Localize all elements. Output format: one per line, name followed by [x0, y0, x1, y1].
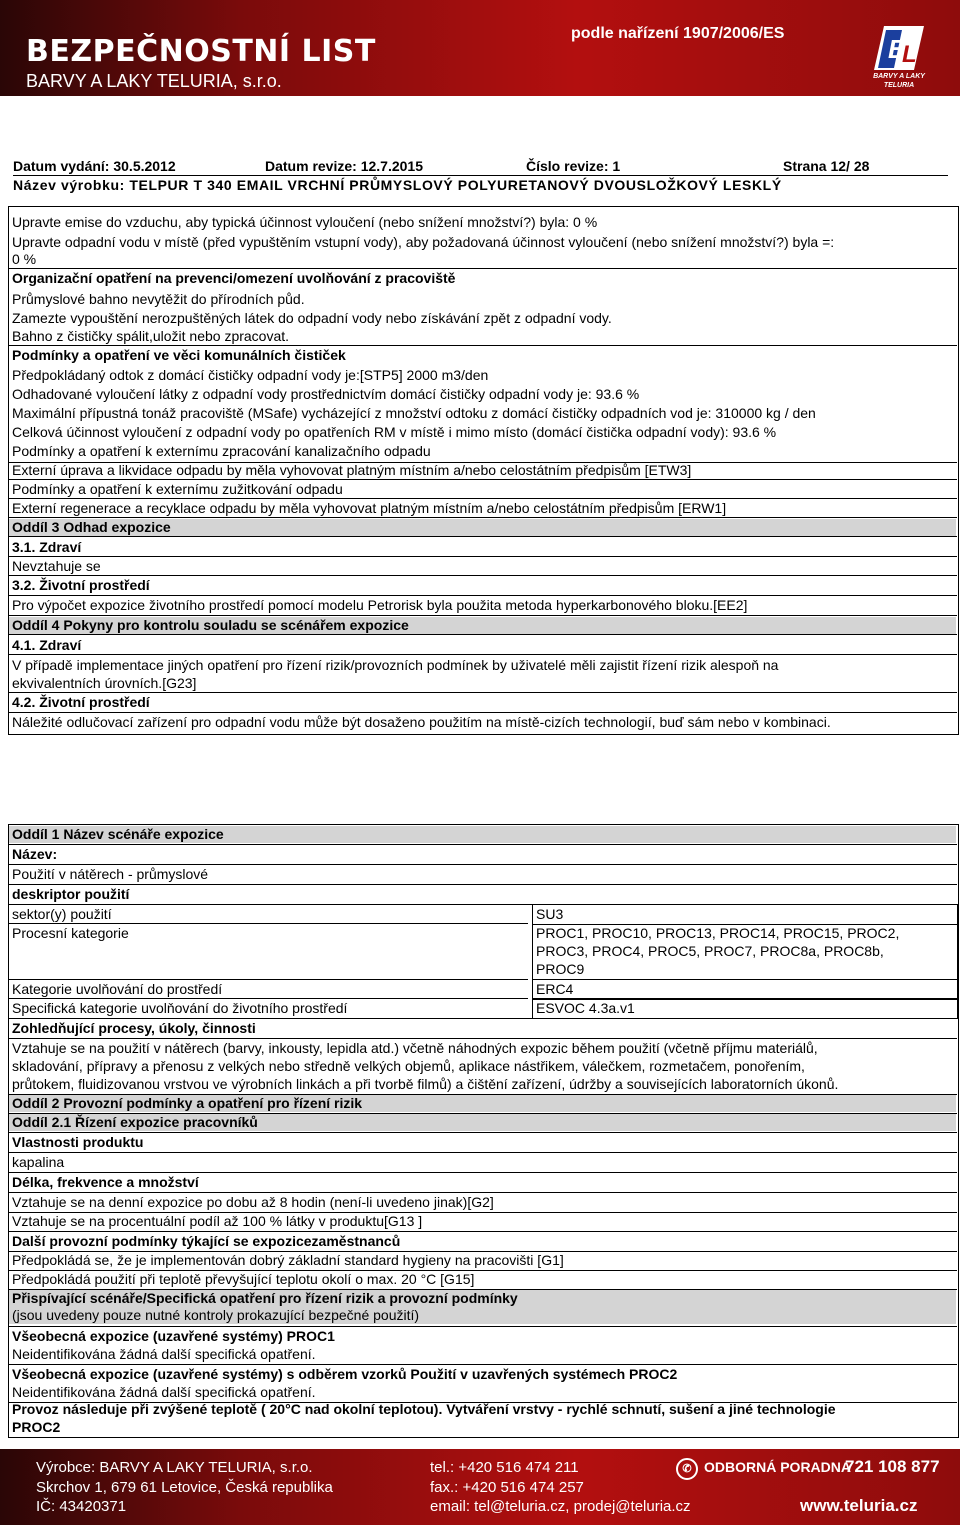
value: kapalina	[12, 1154, 65, 1170]
text-line: 0 %	[12, 251, 37, 267]
text-line: Neidentifikována žádná další specifická opatření.	[12, 1346, 316, 1362]
header-banner	[0, 0, 960, 96]
page-number: Strana 12/ 28	[783, 158, 870, 174]
text-line: Bahno z čističky spálit,uložit nebo zpracovat.	[12, 328, 290, 344]
logo-text-line-2: TELURIA	[883, 82, 915, 89]
row-divider	[8, 712, 957, 713]
row-divider	[8, 517, 957, 518]
text-line: Upravte emise do vzduchu, aby typická účinnost vyloučení (nebo snížení množství?) byla: 0 %	[12, 214, 598, 230]
row-divider	[8, 979, 528, 980]
section-note: (jsou uvedeny pouze nutné kontroly prokazující bezpečné použití)	[9, 1307, 956, 1324]
subheading: 4.2. Životní prostředí	[12, 694, 150, 710]
label: Zohledňující procesy, úkoly, činnosti	[12, 1020, 256, 1036]
footer	[0, 1449, 960, 1525]
subheading: Podmínky a opatření ve věci komunálních čističek	[12, 347, 346, 363]
row-divider	[8, 1152, 957, 1153]
revision-number: Číslo revize: 1	[526, 158, 621, 174]
value: PROC3, PROC4, PROC5, PROC7, PROC8a, PROC8b,	[536, 943, 884, 959]
text-line: Nevztahuje se	[12, 558, 101, 574]
row-divider	[8, 556, 957, 557]
text-line: Zamezte vypouštění nerozpuštěných látek do odpadní vody nebo získávání zpět z odpadní vody.	[12, 310, 612, 326]
section-heading: Oddíl 2 Provozní podmínky a opatření pro řízení rizik	[9, 1095, 956, 1112]
row-divider	[8, 864, 957, 865]
row-divider	[8, 884, 957, 885]
label: sektor(y) použití	[12, 906, 112, 922]
text-line: Průmyslové bahno nevytěžit do přírodních půd.	[12, 291, 305, 307]
svg-text:L: L	[902, 41, 917, 68]
text-line: Neidentifikována žádná další specifická opatření.	[12, 1384, 316, 1400]
row-divider	[8, 1364, 957, 1365]
label: Délka, frekvence a množství	[12, 1174, 199, 1190]
row-divider	[8, 654, 957, 655]
label: Název:	[12, 846, 58, 862]
logo-text	[858, 72, 940, 90]
text-line: Vztahuje se na denní expozice po dobu až 8 hodin (není-li uvedeno jinak)[G2]	[12, 1194, 494, 1210]
row-divider	[8, 923, 528, 924]
row-divider	[8, 595, 957, 596]
section-heading: Přispívající scénáře/Specifická opatření pro řízení rizik a provozní podmínky	[9, 1290, 956, 1307]
label: Procesní kategorie	[12, 925, 129, 941]
row-divider	[8, 998, 528, 999]
subheading: Organizační opatření na prevenci/omezení uvolňování z pracoviště	[12, 270, 456, 286]
label: Všeobecná expozice (uzavřené systémy) PROC1	[12, 1328, 335, 1344]
footer-advice: ODBORNÁ PORADNA	[704, 1459, 851, 1475]
value: SU3	[536, 906, 564, 922]
footer-tel: tel.: +420 516 474 211	[430, 1459, 579, 1476]
row-divider	[8, 1132, 957, 1133]
row-divider	[8, 1172, 957, 1173]
text-line: ekvivalentních úrovních.[G23]	[12, 675, 197, 691]
logo-mark	[872, 24, 926, 72]
revision-date: Datum revize: 12.7.2015	[265, 158, 423, 174]
section-heading: Oddíl 4 Pokyny pro kontrolu souladu se scénářem expozice	[9, 617, 956, 634]
company-name: BARVY A LAKY TELURIA, s.r.o.	[26, 71, 282, 91]
row-divider	[8, 844, 957, 845]
footer-ico: IČ: 43420371	[36, 1498, 127, 1515]
logo-text-line-1: BARVY A LAKY	[873, 73, 925, 80]
label: Všeobecná expozice (uzavřené systémy) s odběrem vzorků Použití v uzavřených systémech PROC2	[12, 1366, 678, 1382]
text-line: Externí regenerace a recyklace odpadu by měla vyhovovat platným místním a/nebo celostátním předpisům [ERW1]	[12, 500, 727, 516]
row-divider	[8, 692, 957, 693]
text-line: Předpokládaný odtok z domácí čističky odpadní vody je:[STP5] 2000 m3/den	[12, 367, 489, 383]
section-heading: Oddíl 1 Název scénáře expozice	[9, 826, 956, 843]
value: Použití v nátěrech - průmyslové	[12, 866, 209, 882]
subheading: 3.2. Životní prostředí	[12, 577, 150, 593]
text-line: V případě implementace jiných opatření pro řízení rizik/provozních podmínek by uživatelé měli zajistit řízení rizik alespoň na	[12, 657, 779, 673]
row-divider	[8, 1018, 957, 1019]
phone-icon: ✆	[676, 1458, 698, 1480]
value: ESVOC 4.3a.v1	[536, 1000, 635, 1016]
regulation-text: podle nařízení 1907/2006/ES	[571, 25, 785, 42]
label: Specifická kategorie uvolňování do životního prostředí	[12, 1000, 348, 1016]
row-divider	[8, 268, 957, 269]
value: PROC1, PROC10, PROC13, PROC14, PROC15, PROC2,	[536, 925, 900, 941]
text-line: Pro výpočet expozice životního prostředí pomocí modelu Petrorisk byla použita metoda hyperkarbonového bloku.[EE2]	[12, 597, 748, 613]
text-line: Podmínky a opatření k externímu zpracování kanalizačního odpadu	[12, 443, 431, 459]
label: Vlastnosti produktu	[12, 1134, 144, 1150]
info-divider	[13, 175, 948, 176]
value-cell	[532, 979, 958, 1000]
footer-fax: fax.: +420 516 474 257	[430, 1479, 584, 1496]
row-divider	[8, 1231, 957, 1232]
text-line: Podmínky a opatření k externímu zužitkování odpadu	[12, 481, 343, 497]
text-line: Upravte odpadní vodu v místě (před vypuštěním vstupní vody), aby požadovaná účinnost vyloučení (nebo snížení množství?) byla =:	[12, 234, 835, 250]
section-heading: Oddíl 2.1 Řízení expozice pracovníků	[9, 1114, 956, 1131]
text-line: průtokem, fluidizovanou vrstvou ve výrobních linkách a při tvorbě filmů) a čištění zařízení, údržby a souvisejících laboratorních úkonů.	[12, 1076, 839, 1092]
row-divider	[8, 615, 957, 616]
text-line: Celková účinnost vyloučení z odpadní vody po opatřeních RM v místě i mimo místo (domácí čistička odpadní vody): 93.6 %	[12, 424, 777, 440]
label: Další provozní podmínky týkající se expozicezaměstnanců	[12, 1233, 401, 1249]
label: Kategorie uvolňování do prostředí	[12, 981, 223, 997]
section-heading: Oddíl 3 Odhad expozice	[9, 519, 956, 536]
text-line: Předpokládá použití při teplotě převyšující teplotu okolí o max. 20 °C [G15]	[12, 1271, 475, 1287]
text-line: skladování, přípravy a přenosu z velkých nebo středně velkých objemů, aplikace nástřikem, válečkem, rozmetačem, ponořením,	[12, 1058, 805, 1074]
text-line: Náležité odlučovací zařízení pro odpadní vodu může být dosaženo použitím na místě-cizích technologií, buď sám nebo v kombinaci.	[12, 714, 831, 730]
footer-web[interactable]: www.teluria.cz	[800, 1496, 918, 1515]
footer-maker: Výrobce: BARVY A LAKY TELURIA, s.r.o.	[36, 1459, 313, 1476]
footer-advice-number: 721 108 877	[845, 1457, 940, 1476]
text-line: Externí úprava a likvidace odpadu by měla vyhovovat platným místním a/nebo celostátním předpisům [ETW3]	[12, 462, 692, 478]
label: PROC2	[12, 1419, 61, 1435]
footer-email[interactable]: email: tel@teluria.cz, prodej@teluria.cz	[430, 1498, 691, 1515]
value-cell	[532, 904, 958, 925]
text-line: Odhadované vyloučení látky z odpadní vody prostřednictvím domácí čističky odpadní vody je: 93.6 %	[12, 386, 640, 402]
row-divider	[8, 634, 957, 635]
row-divider	[8, 498, 957, 499]
document-info	[13, 158, 948, 175]
text-line: Vztahuje se na použití v nátěrech (barvy, inkousty, lepidla atd.) včetně náhodných expozic během použití (včetně příjmu materiálů,	[12, 1040, 818, 1056]
issue-date: Datum vydání: 30.5.2012	[13, 158, 176, 174]
row-divider	[8, 479, 957, 480]
document-title: BEZPEČNOSTNÍ LIST	[26, 34, 376, 69]
product-name: Název výrobku: TELPUR T 340 EMAIL VRCHNÍ PRŮMYSLOVÝ POLYURETANOVÝ DVOUSLOŽKOVÝ LESKLÝ	[13, 177, 782, 193]
row-divider	[8, 1038, 957, 1039]
row-divider	[8, 345, 957, 346]
label: deskriptor použití	[12, 886, 130, 902]
value: ERC4	[536, 981, 574, 997]
row-divider	[8, 536, 957, 537]
text-line: Vztahuje se na procentuální podíl až 100 % látky v produktu[G13 ]	[12, 1213, 423, 1229]
subheading: 4.1. Zdraví	[12, 637, 82, 653]
footer-address: Skrchov 1, 679 61 Letovice, Česká republika	[36, 1479, 333, 1496]
value: PROC9	[536, 961, 585, 977]
row-divider	[8, 1192, 957, 1193]
svg-text:B: B	[888, 34, 907, 64]
text-line: Předpokládá se, že je implementován dobrý základní standard hygieny na pracovišti [G1]	[12, 1252, 564, 1268]
subheading: 3.1. Zdraví	[12, 539, 82, 555]
row-divider	[8, 1326, 957, 1327]
label: Provoz následuje při zvýšené teplotě ( 20°C nad okolní teplotou). Vytváření vrstvy - rychlé schnutí, sušení a jiné technologie	[12, 1401, 836, 1417]
text-line: Maximální přípustná tonáž pracoviště (MSafe) vycházející z množství odtoku z domácí čističky odpadních vod je: 310000 kg / den	[12, 405, 816, 421]
company-logo	[858, 24, 940, 92]
row-divider	[8, 575, 957, 576]
